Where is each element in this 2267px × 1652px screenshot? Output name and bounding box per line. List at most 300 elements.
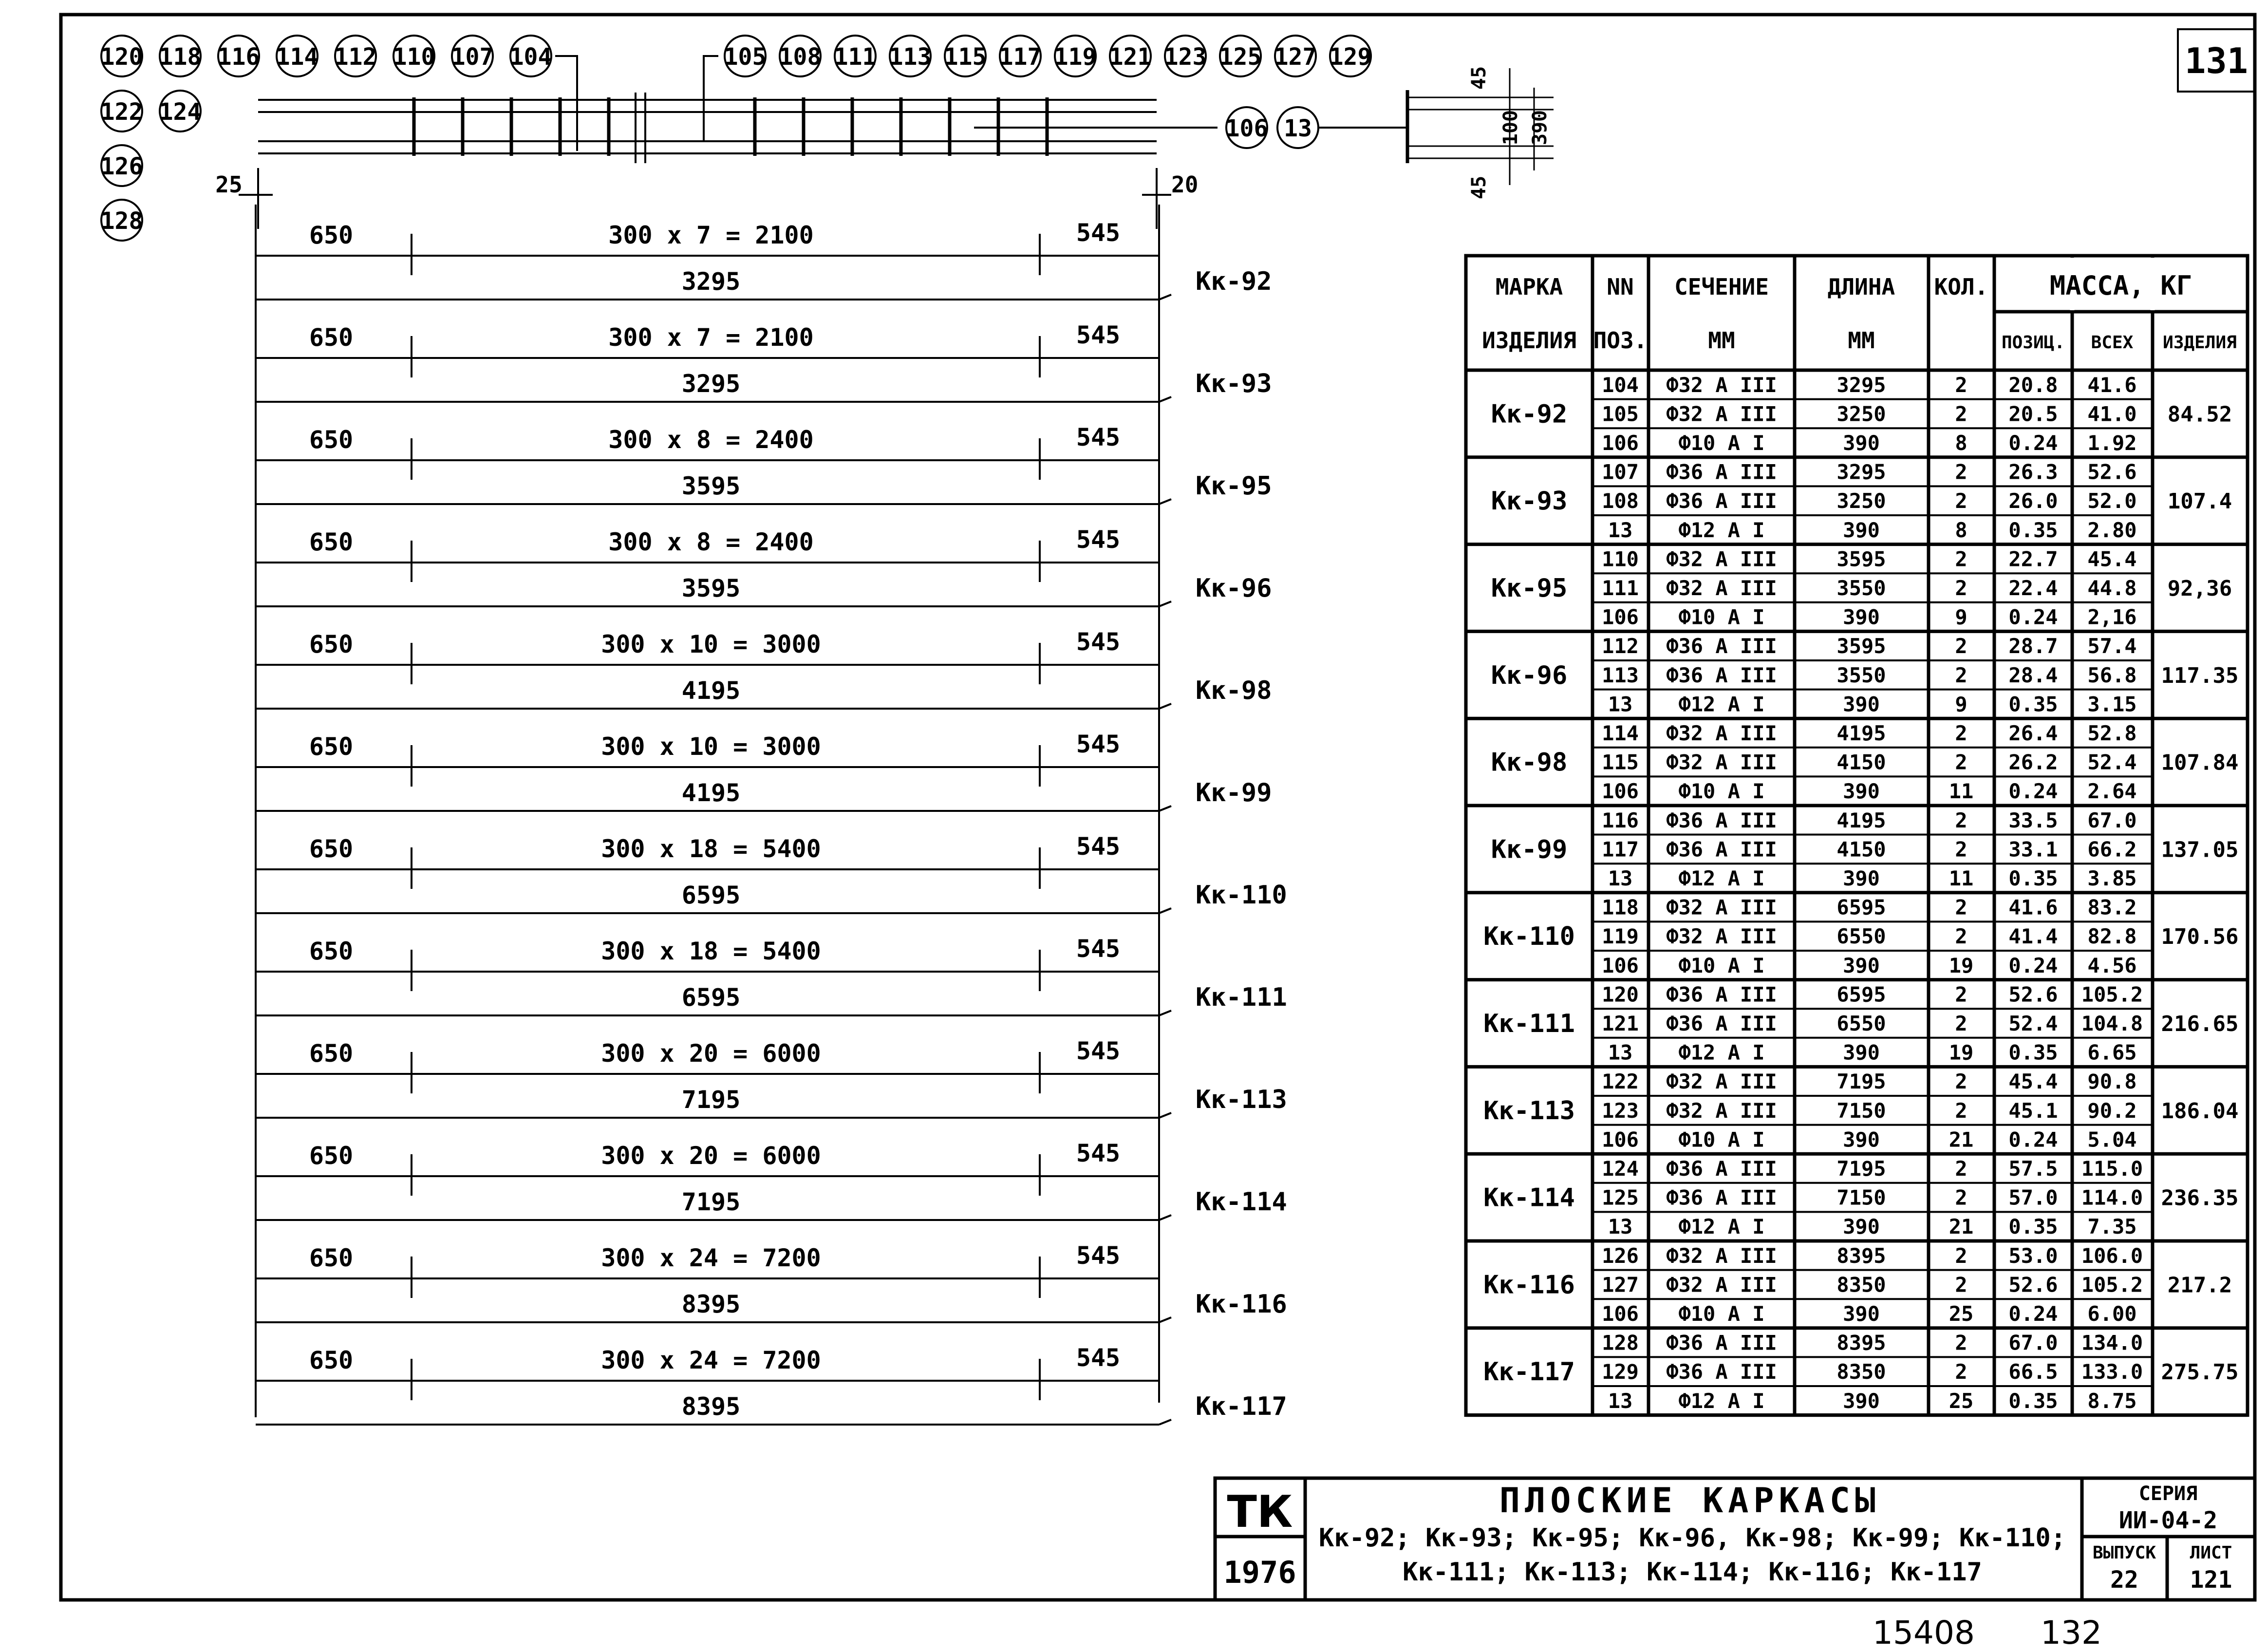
table-cell: 22.4 <box>2008 576 2058 600</box>
group-total-mass: 275.75 <box>2161 1360 2239 1385</box>
table-cell: Ф12 А I <box>1678 1389 1765 1413</box>
table-cell: Ф10 А I <box>1678 431 1765 455</box>
position-circle-label: 105 <box>724 43 767 71</box>
frame-mark: Кк-92 <box>1196 267 1272 296</box>
table-cell: 112 <box>1602 634 1639 658</box>
table-cell: 0.24 <box>2008 1127 2058 1152</box>
frame-dim-middle: 300 x 8 = 2400 <box>608 528 814 556</box>
table-cell: 3595 <box>1836 634 1886 658</box>
table-cell: 11 <box>1948 779 1974 804</box>
table-cell: 3.15 <box>2087 692 2137 716</box>
table-cell: 108 <box>1602 489 1639 513</box>
table-cell: 2 <box>1955 982 1967 1007</box>
frame-dimension-list <box>256 205 1287 1425</box>
table-cell: 8 <box>1955 518 1967 542</box>
position-circle-label: 127 <box>1274 43 1317 71</box>
position-circle <box>510 36 552 76</box>
table-cell: 45.4 <box>2087 547 2137 571</box>
frame-row <box>256 219 1272 300</box>
table-cell: 116 <box>1602 808 1639 832</box>
frame-dim-total: 6595 <box>681 983 741 1012</box>
table-cell: 390 <box>1843 605 1880 629</box>
table-cell: 2 <box>1955 895 1967 920</box>
header-section-2: ММ <box>1708 327 1735 354</box>
table-cell: 2 <box>1955 808 1967 832</box>
group-total-mass: 217.2 <box>2167 1273 2232 1298</box>
table-cell: 114.0 <box>2081 1185 2143 1210</box>
table-cell: 33.5 <box>2008 808 2058 832</box>
table-group <box>1466 547 2248 631</box>
header-mass: МАССА, КГ <box>2049 270 2192 301</box>
frame-mark: Кк-111 <box>1196 983 1287 1012</box>
table-cell: 124 <box>1602 1157 1639 1181</box>
position-circle <box>101 200 143 241</box>
frame-mark: Кк-117 <box>1196 1392 1287 1421</box>
frame-dim-right: 545 <box>1076 526 1121 554</box>
table-cell: 4195 <box>1836 808 1886 832</box>
table-cell: 13 <box>1608 692 1633 716</box>
table-cell: Ф12 А I <box>1678 1215 1765 1239</box>
table-cell: 4150 <box>1836 750 1886 774</box>
frame-dim-right: 545 <box>1076 1241 1121 1270</box>
table-cell: 41.6 <box>2008 895 2058 920</box>
position-circle-label: 111 <box>834 43 877 71</box>
table-cell: 52.6 <box>2087 460 2137 484</box>
table-cell: 2 <box>1955 1331 1967 1355</box>
table-cell: 111 <box>1602 576 1639 600</box>
table-cell: 0.24 <box>2008 953 2058 977</box>
group-mark: Кк-111 <box>1483 1009 1575 1038</box>
table-cell: 2.64 <box>2087 779 2137 804</box>
table-cell: 106 <box>1602 431 1639 455</box>
table-cell: 2 <box>1955 1157 1967 1181</box>
table-cell: 28.7 <box>2008 634 2058 658</box>
table-cell: 3.85 <box>2087 866 2137 890</box>
table-group <box>1466 634 2248 718</box>
table-cell: 28.4 <box>2008 663 2058 687</box>
table-cell: 6550 <box>1836 1012 1886 1035</box>
position-circle-label: 104 <box>509 43 552 71</box>
frame-dim-right: 545 <box>1076 321 1121 349</box>
group-total-mass: 107.4 <box>2167 489 2232 514</box>
position-circle <box>101 91 143 131</box>
group-mark: Кк-110 <box>1483 922 1575 952</box>
table-cell: 121 <box>1602 1012 1639 1035</box>
group-mark: Кк-95 <box>1491 574 1568 603</box>
table-cell: Ф32 А III <box>1666 576 1777 600</box>
table-cell: Ф36 А III <box>1666 634 1777 658</box>
section-dim-top: 45 <box>1468 66 1490 90</box>
group-mark: Кк-113 <box>1483 1096 1575 1126</box>
leader-105 <box>704 56 718 141</box>
table-cell: 106 <box>1602 1302 1639 1326</box>
position-circle <box>1219 36 1262 76</box>
table-cell: 26.3 <box>2008 460 2058 484</box>
frame-row <box>256 730 1272 811</box>
table-cell: 2 <box>1955 1185 1967 1210</box>
table-cell: 53.0 <box>2008 1243 2058 1268</box>
table-cell: 120 <box>1602 982 1639 1007</box>
table-cell: Ф32 А III <box>1666 895 1777 920</box>
position-circle <box>335 36 377 76</box>
group-total-mass: 92,36 <box>2167 576 2232 601</box>
frame-dim-right: 545 <box>1076 832 1121 861</box>
table-cell: 3250 <box>1836 489 1886 513</box>
table-group <box>1466 721 2248 806</box>
frame-mark: Кк-114 <box>1196 1187 1287 1217</box>
table-cell: Ф32 А III <box>1666 402 1777 426</box>
table-cell: 9 <box>1955 692 1967 716</box>
header-mark-1: МАРКА <box>1495 274 1563 300</box>
table-cell: 52.4 <box>2008 1012 2058 1035</box>
table-cell: 21 <box>1948 1127 1974 1152</box>
footer-number-right: 132 <box>2041 1614 2102 1652</box>
title-block <box>1215 1478 2255 1600</box>
table-cell: 129 <box>1602 1360 1639 1384</box>
frame-dim-middle: 300 x 24 = 7200 <box>601 1244 821 1272</box>
position-circle <box>999 36 1042 76</box>
frame-row <box>256 1139 1287 1220</box>
position-circles-left-column <box>101 91 202 241</box>
table-cell: 106 <box>1602 953 1639 977</box>
table-cell: 133.0 <box>2081 1360 2143 1384</box>
table-cell: 390 <box>1843 692 1880 716</box>
table-cell: 13 <box>1608 518 1633 542</box>
header-pos-2: ПОЗ. <box>1593 327 1648 354</box>
frame-dim-right: 545 <box>1076 628 1121 656</box>
table-cell: Ф32 А III <box>1666 1070 1777 1094</box>
table-cell: 2,16 <box>2087 605 2137 629</box>
frame-dim-left: 650 <box>309 323 354 352</box>
dim-left-end: 25 <box>215 171 243 198</box>
table-cell: 57.5 <box>2008 1157 2058 1181</box>
table-cell: 25 <box>1948 1302 1974 1326</box>
frame-mark: Кк-96 <box>1196 574 1272 603</box>
frame-mark: Кк-116 <box>1196 1290 1287 1319</box>
frame-row <box>256 1344 1287 1425</box>
frame-dim-left: 650 <box>309 1039 354 1068</box>
frame-dim-total: 8395 <box>681 1290 741 1318</box>
table-cell: 7150 <box>1836 1098 1886 1123</box>
table-group <box>1466 1157 2248 1241</box>
position-circle-label: 113 <box>889 43 932 71</box>
position-circle <box>889 36 932 76</box>
table-cell: 2 <box>1955 1360 1967 1384</box>
table-cell: 8.75 <box>2087 1389 2137 1413</box>
table-cell: 106 <box>1602 605 1639 629</box>
table-cell: 26.0 <box>2008 489 2058 513</box>
drawing-subtitle-line2: Кк-111; Кк-113; Кк-114; Кк-116; Кк-117 <box>1403 1558 1982 1587</box>
table-cell: 123 <box>1602 1098 1639 1123</box>
table-cell: 0.35 <box>2008 1040 2058 1065</box>
table-cell: 113 <box>1602 663 1639 687</box>
table-cell: 390 <box>1843 1215 1880 1239</box>
table-cell: Ф32 А III <box>1666 1273 1777 1297</box>
table-cell: 2 <box>1955 489 1967 513</box>
header-mass-sub: ИЗДЕЛИЯ <box>2163 333 2237 353</box>
frame-dim-left: 650 <box>309 835 354 863</box>
table-group <box>1466 1070 2248 1154</box>
group-total-mass: 107.84 <box>2161 750 2239 775</box>
table-cell: 390 <box>1843 953 1880 977</box>
table-cell: 2.80 <box>2087 518 2137 542</box>
frame-dim-middle: 300 x 20 = 6000 <box>601 1142 821 1170</box>
frame-dim-middle: 300 x 20 = 6000 <box>601 1039 821 1068</box>
frame-dim-left: 650 <box>309 1244 354 1272</box>
table-cell: 7195 <box>1836 1157 1886 1181</box>
table-cell: 21 <box>1948 1215 1974 1239</box>
table-cell: 134.0 <box>2081 1331 2143 1355</box>
table-cell: 4150 <box>1836 837 1886 862</box>
table-group <box>1466 808 2248 893</box>
table-cell: Ф36 А III <box>1666 1012 1777 1035</box>
table-cell: Ф36 А III <box>1666 663 1777 687</box>
table-cell: Ф36 А III <box>1666 982 1777 1007</box>
position-circle-label: 123 <box>1164 43 1207 71</box>
table-cell: 3250 <box>1836 402 1886 426</box>
table-group <box>1466 460 2248 544</box>
frame-dim-total: 7195 <box>681 1086 741 1114</box>
table-cell: 390 <box>1843 1040 1880 1065</box>
position-circle <box>101 36 143 76</box>
frame-dim-left: 650 <box>309 1142 354 1170</box>
table-cell: 105 <box>1602 402 1639 426</box>
table-cell: 2 <box>1955 1098 1967 1123</box>
table-cell: Ф36 А III <box>1666 1331 1777 1355</box>
table-cell: 125 <box>1602 1185 1639 1210</box>
position-circle-label: 108 <box>779 43 822 71</box>
table-cell: 67.0 <box>2008 1331 2058 1355</box>
table-cell: 52.8 <box>2087 721 2137 745</box>
frame-dim-left: 650 <box>309 1346 354 1374</box>
table-cell: 20.5 <box>2008 402 2058 426</box>
position-circle-label: 125 <box>1219 43 1262 71</box>
header-mark-2: ИЗДЕЛИЯ <box>1482 327 1576 354</box>
position-circle-label: 122 <box>100 98 143 126</box>
table-cell: 8350 <box>1836 1360 1886 1384</box>
table-cell: 3550 <box>1836 663 1886 687</box>
table-group <box>1466 1244 2248 1328</box>
frame-row <box>256 423 1272 504</box>
table-cell: 8350 <box>1836 1273 1886 1297</box>
table-cell: Ф10 А I <box>1678 1127 1765 1152</box>
frame-dim-left: 650 <box>309 937 354 965</box>
table-cell: Ф36 А III <box>1666 808 1777 832</box>
table-cell: Ф12 А I <box>1678 692 1765 716</box>
frame-dim-middle: 300 x 18 = 5400 <box>601 835 821 863</box>
table-group <box>1466 982 2248 1067</box>
table-cell: 7.35 <box>2087 1215 2137 1239</box>
frame-row <box>256 1037 1287 1118</box>
table-cell: 2 <box>1955 576 1967 600</box>
table-cell: 5.04 <box>2087 1127 2137 1152</box>
position-circle <box>101 145 143 186</box>
table-cell: 66.2 <box>2087 837 2137 862</box>
header-pos-1: NN <box>1607 274 1634 300</box>
position-circle-label: 120 <box>100 43 143 71</box>
table-cell: 6.00 <box>2087 1302 2137 1326</box>
table-cell: 2 <box>1955 663 1967 687</box>
table-cell: Ф10 А I <box>1678 605 1765 629</box>
sheet-number-top: 131 <box>2184 40 2248 81</box>
frame-row <box>256 526 1272 606</box>
position-circle <box>779 36 822 76</box>
frame-dim-total: 8395 <box>681 1392 741 1421</box>
table-cell: 8395 <box>1836 1331 1886 1355</box>
frame-mark: Кк-113 <box>1196 1085 1287 1114</box>
table-cell: Ф32 А III <box>1666 1243 1777 1268</box>
position-circle-label: 126 <box>100 153 143 180</box>
table-cell: 7195 <box>1836 1070 1886 1094</box>
table-cell: 390 <box>1843 866 1880 890</box>
table-cell: 19 <box>1948 953 1974 977</box>
table-cell: 11 <box>1948 866 1974 890</box>
table-cell: 6550 <box>1836 924 1886 949</box>
table-cell: 6595 <box>1836 982 1886 1007</box>
table-cell: Ф32 А III <box>1666 750 1777 774</box>
table-cell: Ф10 А I <box>1678 779 1765 804</box>
table-cell: Ф12 А I <box>1678 518 1765 542</box>
org-code: ТК <box>1227 1486 1293 1538</box>
table-cell: 41.4 <box>2008 924 2058 949</box>
table-cell: 83.2 <box>2087 895 2137 920</box>
table-cell: 19 <box>1948 1040 1974 1065</box>
drawing-title: ПЛОСКИЕ КАРКАСЫ <box>1499 1481 1881 1521</box>
table-cell: Ф32 А III <box>1666 373 1777 397</box>
group-mark: Кк-93 <box>1491 487 1568 516</box>
table-cell: 3295 <box>1836 373 1886 397</box>
frame-dim-total: 3595 <box>681 472 741 500</box>
table-cell: 41.6 <box>2087 373 2137 397</box>
table-cell: 0.35 <box>2008 866 2058 890</box>
table-cell: 2 <box>1955 837 1967 862</box>
position-circle-label: 129 <box>1329 43 1372 71</box>
position-circle <box>218 36 260 76</box>
position-circle <box>159 91 202 131</box>
table-group <box>1466 1331 2248 1415</box>
table-cell: 0.35 <box>2008 518 2058 542</box>
table-cell: 390 <box>1843 518 1880 542</box>
position-circle <box>393 36 435 76</box>
position-circle <box>1054 36 1097 76</box>
frame-dim-total: 3295 <box>681 370 741 398</box>
position-circle <box>1274 36 1317 76</box>
frame-row <box>256 321 1272 402</box>
table-cell: 115 <box>1602 750 1639 774</box>
table-cell: 45.1 <box>2008 1098 2058 1123</box>
frame-dim-left: 650 <box>309 528 354 556</box>
position-circle-label: 110 <box>393 43 435 71</box>
group-mark: Кк-99 <box>1491 835 1568 864</box>
frame-dim-left: 650 <box>309 426 354 454</box>
table-cell: 107 <box>1602 460 1639 484</box>
position-circle <box>159 36 202 76</box>
table-cell: 2 <box>1955 547 1967 571</box>
cross-section-detail <box>1407 66 1554 199</box>
frame-dim-total: 7195 <box>681 1188 741 1216</box>
table-cell: 52.6 <box>2008 1273 2058 1297</box>
table-cell: 114 <box>1602 721 1639 745</box>
table-cell: 2 <box>1955 1273 1967 1297</box>
position-circle <box>944 36 987 76</box>
position-circle-label: 128 <box>100 207 143 235</box>
frame-dim-total: 3295 <box>681 267 741 296</box>
table-cell: 4195 <box>1836 721 1886 745</box>
table-cell: 2 <box>1955 1243 1967 1268</box>
group-mark: Кк-116 <box>1483 1270 1575 1300</box>
group-total-mass: 186.04 <box>2161 1098 2239 1124</box>
table-cell: 44.8 <box>2087 576 2137 600</box>
crossbar-circle-label: 106 <box>1225 115 1268 142</box>
table-cell: 66.5 <box>2008 1360 2058 1384</box>
group-total-mass: 117.35 <box>2161 663 2239 688</box>
table-cell: 33.1 <box>2008 837 2058 862</box>
table-cell: 2 <box>1955 460 1967 484</box>
header-length-1: ДЛИНА <box>1827 274 1895 300</box>
sheet-value: 121 <box>2190 1566 2232 1594</box>
table-cell: 52.4 <box>2087 750 2137 774</box>
table-cell: 104.8 <box>2081 1012 2143 1035</box>
table-cell: 56.8 <box>2087 663 2137 687</box>
position-circle-label: 119 <box>1054 43 1097 71</box>
footer-number-left: 15408 <box>1873 1614 1975 1652</box>
drawing-subtitle-line1: Кк-92; Кк-93; Кк-95; Кк-96, Кк-98; Кк-99; Кк-110; <box>1318 1523 2066 1553</box>
crossbar-position-circle <box>1226 107 1268 148</box>
table-cell: Ф32 А III <box>1666 721 1777 745</box>
section-dim-overall: 390 <box>1529 110 1551 146</box>
frame-dim-total: 3595 <box>681 574 741 602</box>
sheet-label: ЛИСТ <box>2190 1543 2232 1563</box>
table-cell: 106.0 <box>2081 1243 2143 1268</box>
table-cell: 126 <box>1602 1243 1639 1268</box>
table-cell: 2 <box>1955 924 1967 949</box>
frame-top-view <box>101 36 1554 241</box>
position-circle-label: 124 <box>159 98 202 126</box>
frame-dim-middle: 300 x 18 = 5400 <box>601 937 821 965</box>
table-cell: 390 <box>1843 1389 1880 1413</box>
table-cell: 0.24 <box>2008 605 2058 629</box>
table-cell: 105.2 <box>2081 1273 2143 1297</box>
frame-dim-right: 545 <box>1076 730 1121 758</box>
table-cell: 390 <box>1843 1302 1880 1326</box>
frame-dim-middle: 300 x 7 = 2100 <box>608 221 814 249</box>
frame-mark: Кк-95 <box>1196 471 1272 501</box>
frame-dim-middle: 300 x 10 = 3000 <box>601 732 821 761</box>
group-mark: Кк-114 <box>1483 1183 1575 1213</box>
frame-row <box>256 935 1287 1015</box>
table-cell: 90.2 <box>2087 1098 2137 1123</box>
frame-dim-total: 4195 <box>681 676 741 705</box>
table-cell: 67.0 <box>2087 808 2137 832</box>
header-length-2: ММ <box>1848 327 1875 354</box>
position-circle-label: 112 <box>334 43 377 71</box>
group-total-mass: 137.05 <box>2161 837 2239 863</box>
dim-right-end: 20 <box>1171 171 1199 198</box>
position-circle-label: 114 <box>276 43 319 71</box>
table-cell: 127 <box>1602 1273 1639 1297</box>
group-mark: Кк-117 <box>1483 1357 1575 1387</box>
table-cell: 52.6 <box>2008 982 2058 1007</box>
frame-dim-left: 650 <box>309 630 354 658</box>
header-qty: КОЛ. <box>1934 274 1988 300</box>
table-cell: Ф12 А I <box>1678 866 1765 890</box>
table-cell: 9 <box>1955 605 1967 629</box>
position-circle <box>451 36 494 76</box>
position-circle <box>1164 36 1207 76</box>
series-label: СЕРИЯ <box>2138 1483 2198 1505</box>
table-cell: Ф32 А III <box>1666 547 1777 571</box>
group-total-mass: 236.35 <box>2161 1185 2239 1211</box>
